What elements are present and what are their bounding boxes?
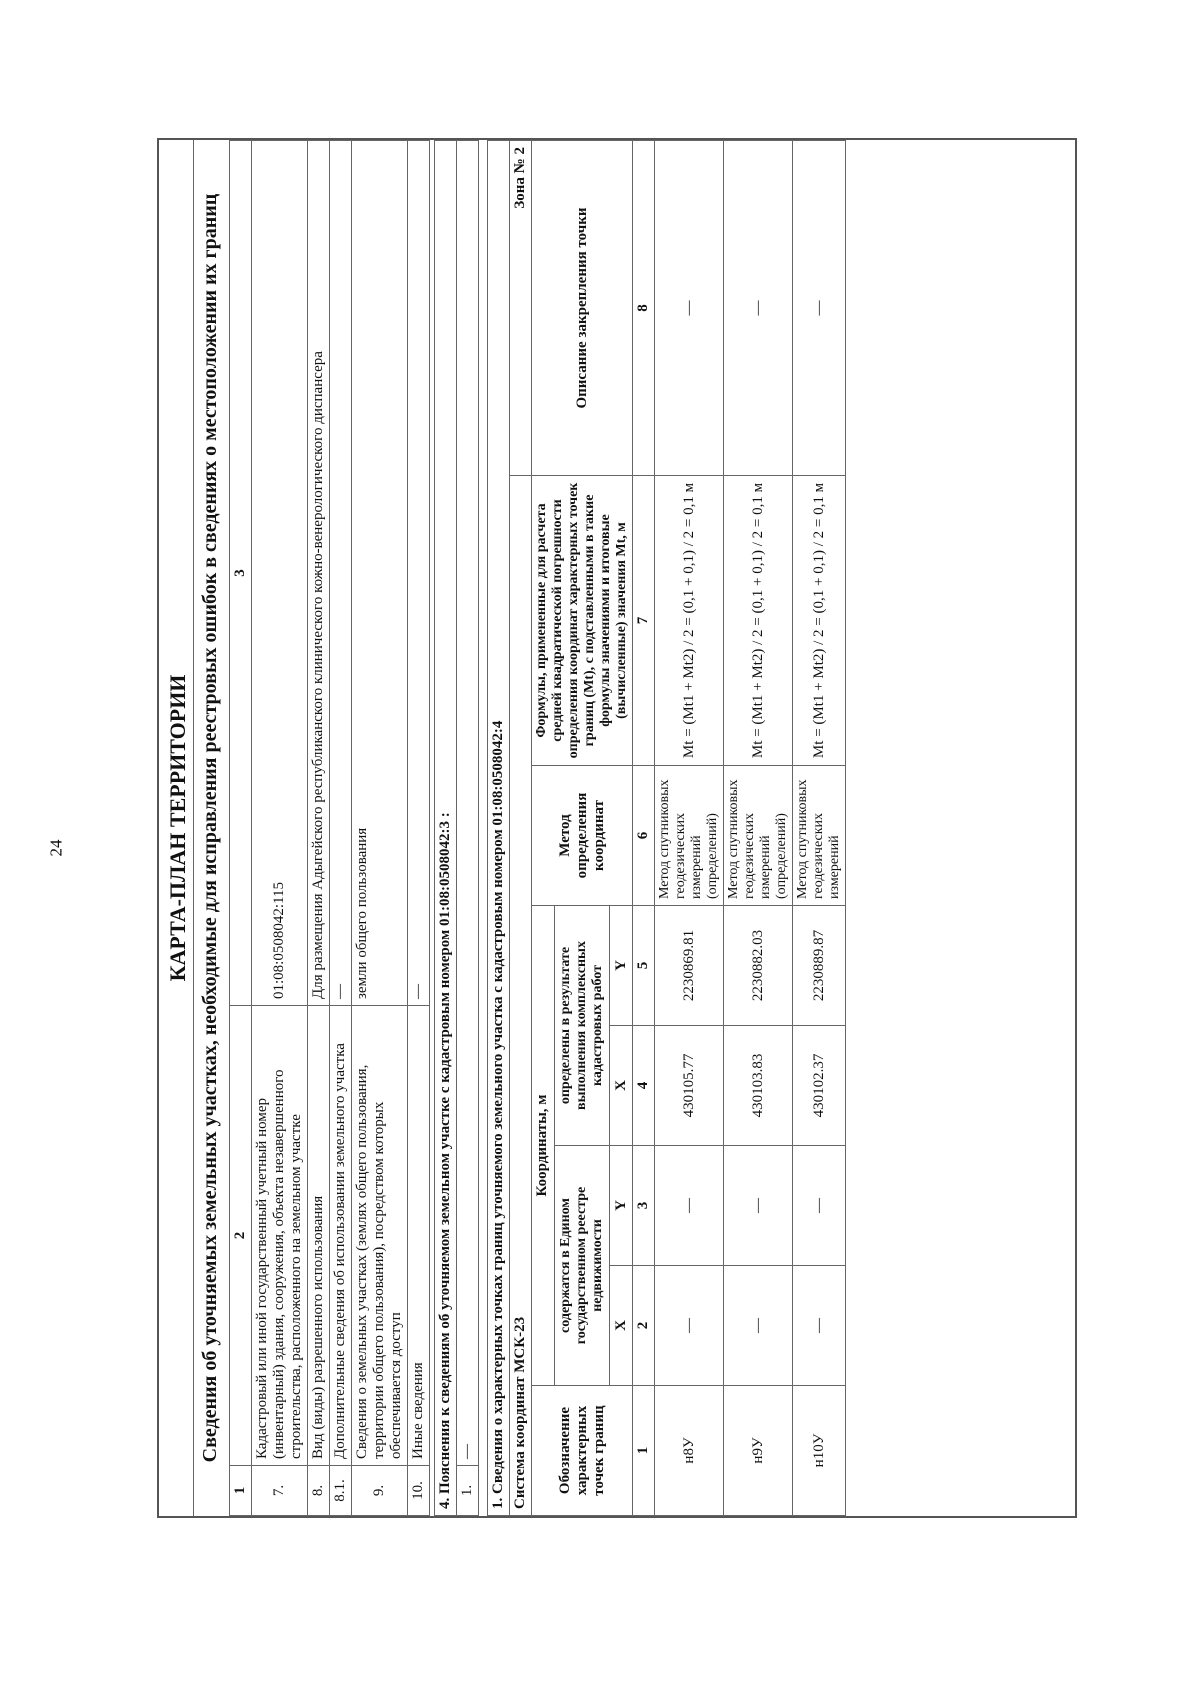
table-row	[724, 141, 793, 1516]
row-value: Для размещения Адыгейского республиканского клинического кожно-венерологического диспансера	[308, 141, 330, 1006]
point-name: н9У	[724, 1386, 793, 1516]
zone-label: Зона № 2	[510, 141, 532, 476]
col-x-header: X	[610, 1026, 633, 1146]
col-description-header: Описание закрепления точки	[532, 141, 633, 476]
row-value: —	[330, 141, 352, 1006]
row-value: 01:08:0508042:115	[252, 141, 308, 1006]
col-determined-header: определены в результате выполнения комплексных кадастровых работ	[554, 906, 609, 1146]
point-y-old: —	[793, 1146, 846, 1266]
col-number: 7	[633, 476, 655, 766]
point-method: Метод спутниковых геодезических измерений (определений)	[724, 766, 793, 906]
col-y-header: Y	[610, 906, 633, 1026]
coord-system: Система координат МСК-23	[510, 476, 532, 1516]
points-table	[487, 140, 846, 1516]
col-formula-header: Формулы, примененные для расчета средней квадратической погрешности определения координат характерных точек границ (Mt), с подставленными в такие формулы значениями и итоговые (вычисленные) значения Mt, м	[532, 476, 633, 766]
row-label: Иные сведения	[408, 1006, 430, 1466]
notes-title: 4. Пояснения к сведениям об уточняемом земельном участке с кадастровым номером 01:08:0508042:3 :	[435, 141, 457, 1516]
point-formula: Mt = (Mt1 + Mt2) / 2 = (0,1 + 0,1) / 2 = 0,1 м	[724, 476, 793, 766]
col-number: 5	[633, 906, 655, 1026]
table-row	[408, 141, 430, 1516]
point-formula: Mt = (Mt1 + Mt2) / 2 = (0,1 + 0,1) / 2 = 0,1 м	[793, 476, 846, 766]
row-label: Сведения о земельных участках (землях общего пользования, территории общего пользования), посредством которых обеспечивается доступ	[352, 1006, 408, 1466]
col-y-header: Y	[610, 1146, 633, 1266]
page-subtitle: Сведения об уточняемых земельных участках, необходимые для исправления реестровых ошибок в сведениях о местоположении их границ	[199, 193, 221, 1463]
col-number: 4	[633, 1026, 655, 1146]
point-y: 2230889.87	[793, 906, 846, 1026]
col-registry-header: содержатся в Едином государственном реестре недвижимости	[554, 1146, 609, 1386]
row-value: земли общего пользования	[352, 141, 408, 1006]
notes-item-text: —	[457, 141, 479, 1466]
col-coords-header: Координаты, м	[532, 906, 555, 1386]
point-description: —	[793, 141, 846, 476]
info-col-header: 3	[230, 141, 252, 1006]
point-y: 2230869.81	[655, 906, 724, 1026]
col-designation-header: Обозначение характерных точек границ	[532, 1386, 633, 1516]
point-x: 430103.83	[724, 1026, 793, 1146]
col-number: 6	[633, 766, 655, 906]
table-row	[655, 141, 724, 1516]
point-name: н8У	[655, 1386, 724, 1516]
col-number: 2	[633, 1266, 655, 1386]
table-row	[793, 141, 846, 1516]
col-method-header: Метод определения координат	[532, 766, 633, 906]
point-description: —	[724, 141, 793, 476]
row-number: 10.	[408, 1466, 430, 1516]
row-number: 9.	[352, 1466, 408, 1516]
point-method: Метод спутниковых геодезических измерений	[793, 766, 846, 906]
page-title: КАРТА-ПЛАН ТЕРРИТОРИИ	[159, 140, 194, 1516]
point-name: н10У	[793, 1386, 846, 1516]
document-frame	[157, 138, 1077, 1518]
row-number: 8.1.	[330, 1466, 352, 1516]
info-col-header: 2	[230, 1006, 252, 1466]
table-row	[308, 141, 330, 1516]
point-formula: Mt = (Mt1 + Mt2) / 2 = (0,1 + 0,1) / 2 = 0,1 м	[655, 476, 724, 766]
point-y-old: —	[724, 1146, 793, 1266]
info-table	[229, 140, 430, 1516]
point-x-old: —	[724, 1266, 793, 1386]
row-number: 8.	[308, 1466, 330, 1516]
row-label: Дополнительные сведения об использовании земельного участка	[330, 1006, 352, 1466]
row-number: 7.	[252, 1466, 308, 1516]
row-label: Вид (виды) разрешенного использования	[308, 1006, 330, 1466]
row-label: Кадастровый или иной государственный учетный номер (инвентарный) здания, сооружения, объекта незавершенного строительства, расположенного на земельном участке	[252, 1006, 308, 1466]
table-row	[330, 141, 352, 1516]
point-x: 430102.37	[793, 1026, 846, 1146]
point-x: 430105.77	[655, 1026, 724, 1146]
table-row	[352, 141, 408, 1516]
point-description: —	[655, 141, 724, 476]
notes-table	[434, 140, 479, 1516]
info-col-header: 1	[230, 1466, 252, 1516]
point-method: Метод спутниковых геодезических измерений (определений)	[655, 766, 724, 906]
point-y: 2230882.03	[724, 906, 793, 1026]
point-x-old: —	[793, 1266, 846, 1386]
col-number: 1	[633, 1386, 655, 1516]
point-x-old: —	[655, 1266, 724, 1386]
col-number: 3	[633, 1146, 655, 1266]
notes-item-number: 1.	[457, 1466, 479, 1516]
rotated-document	[157, 138, 1077, 1518]
page-number: 24	[46, 839, 66, 857]
col-number: 8	[633, 141, 655, 476]
table-row	[252, 141, 308, 1516]
point-y-old: —	[655, 1146, 724, 1266]
points-title: 1. Сведения о характерных точках границ уточняемого земельного участка с кадастровым номером 01:08:0508042:4	[488, 141, 510, 1516]
row-value: —	[408, 141, 430, 1006]
col-x-header: X	[610, 1266, 633, 1386]
